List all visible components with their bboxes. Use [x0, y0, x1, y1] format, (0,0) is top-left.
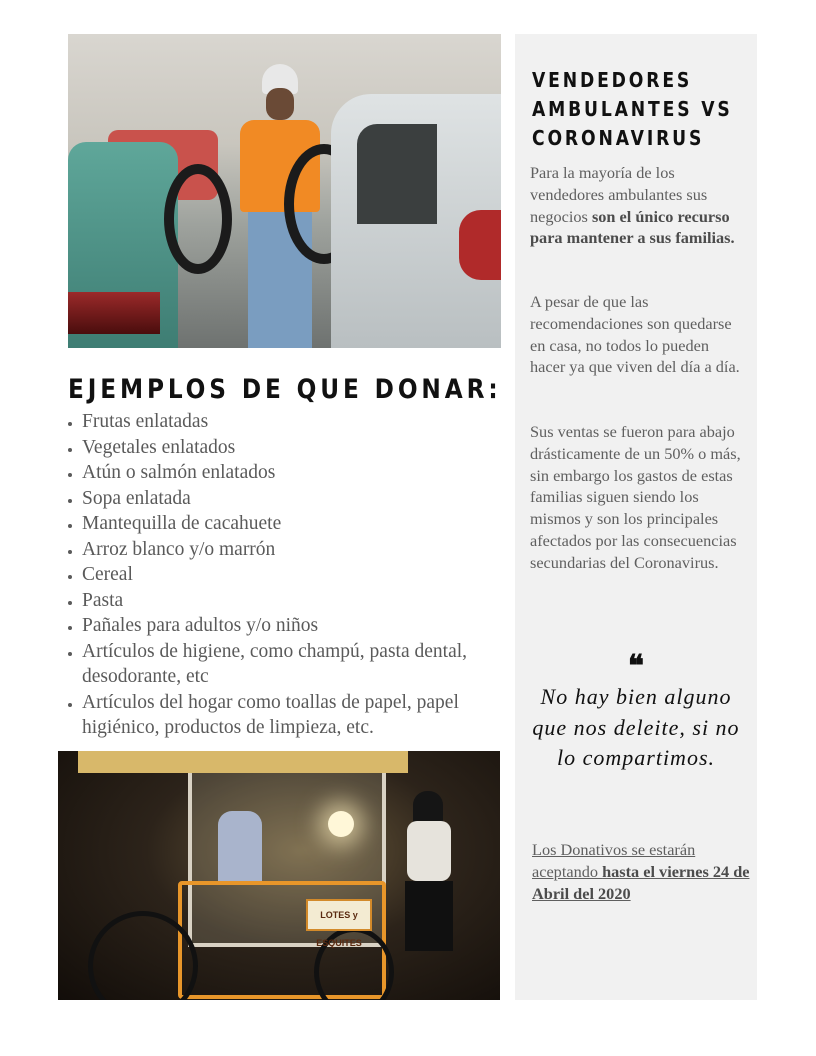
- emphasis-text: son el único recurso para mantener a sus familias.: [530, 206, 735, 248]
- paragraph-sales-drop: Sus ventas se fueron para abajo drásticamente de un 50% o más, sin embargo los gastos de estas familias siguen siendo los mismos y son los principales afectados por las consecuencias secundarias del Coronavirus.: [530, 422, 741, 572]
- teal-car-shape: [68, 142, 178, 348]
- paragraph-livelihood: Para la mayoría de los vendedores ambulantes sus negocios son el único recurso para mantener a sus familias.: [530, 163, 735, 248]
- list-item: • Arroz blanco y/o marrón: [82, 537, 532, 563]
- title-line: VENDEDORES: [532, 68, 693, 92]
- donate-items-list: [62, 409, 532, 741]
- list-item: • Frutas enlatadas: [82, 409, 532, 435]
- customer-figure: [403, 791, 453, 991]
- donation-deadline: Los Donativos se estarán aceptando hasta el viernes 24 de Abril del 2020: [532, 840, 750, 903]
- paragraph-stay-home: A pesar de que las recomendaciones son quedarse en casa, no todos lo pueden hacer ya que viven del día a día.: [530, 292, 740, 377]
- list-item: • Pasta: [82, 588, 532, 614]
- list-item: • Cereal: [82, 562, 532, 588]
- deadline-date: hasta el viernes 24 de Abril del 2020: [532, 861, 750, 903]
- quote-mark-icon: ❝: [627, 649, 645, 684]
- list-item: • Vegetales enlatados: [82, 435, 532, 461]
- list-item: • Atún o salmón enlatados: [82, 460, 532, 486]
- sidebar-title: [532, 66, 756, 153]
- list-item: • Pañales para adultos y/o niños: [82, 613, 532, 639]
- donate-examples-heading: EJEMPLOS DE QUE DONAR:: [68, 374, 502, 405]
- list-item: • Artículos del hogar como toallas de papel, papel higiénico, productos de limpieza, etc.: [82, 690, 532, 741]
- list-item: • Artículos de higiene, como champú, pasta dental, desodorante, etc: [82, 639, 532, 690]
- pull-quote: No hay bien alguno que nos deleite, si no lo compartimos.: [532, 684, 740, 770]
- cart-canopy-shape: [78, 751, 408, 773]
- cart-vendor-figure: [218, 811, 262, 881]
- title-line: AMBULANTES VS: [532, 97, 733, 121]
- sidebar-panel: [515, 34, 757, 1000]
- tire-shape: [164, 164, 232, 274]
- cart-sign: LOTES y ESQUITES: [306, 899, 372, 931]
- silver-car-shape: [331, 94, 501, 348]
- list-item: • Sopa enlatada: [82, 486, 532, 512]
- title-line: CORONAVIRUS: [532, 126, 705, 150]
- food-cart-photo: [58, 751, 500, 1000]
- lamp-glow-shape: [328, 811, 354, 837]
- street-vendor-photo: [68, 34, 501, 348]
- list-item: • Mantequilla de cacahuete: [82, 511, 532, 537]
